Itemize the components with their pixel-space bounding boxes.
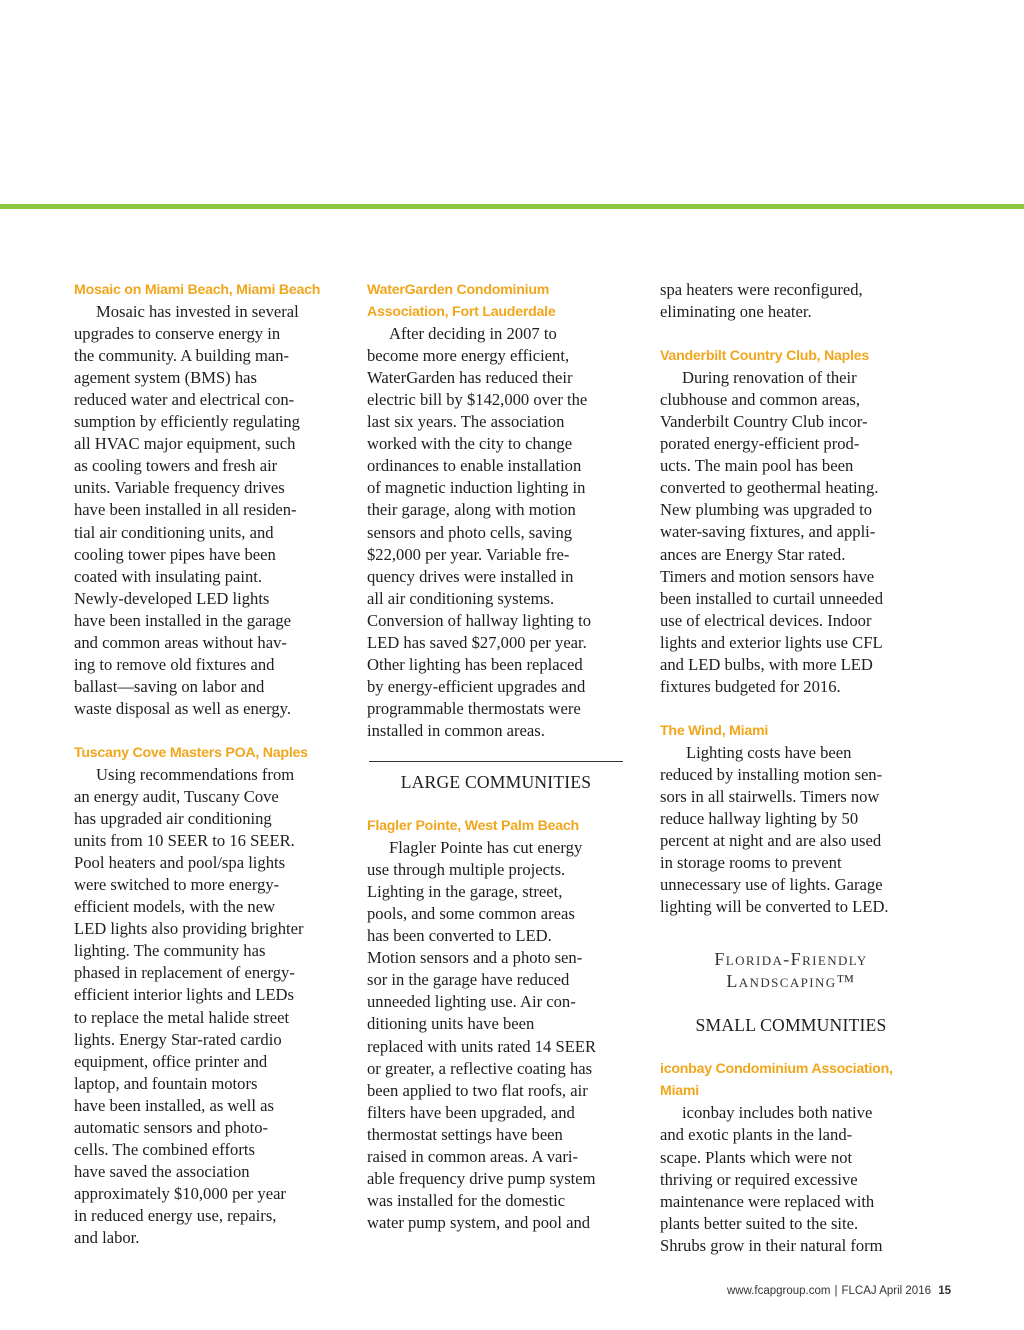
text-line: the community. A building man- (74, 346, 290, 366)
heading-line: WaterGarden Condominium (367, 282, 550, 298)
text-line: After deciding in 2007 to (389, 324, 557, 344)
section-heading (660, 1058, 922, 1102)
text-line: iconbay includes both native (682, 1103, 873, 1123)
footer-separator: | (834, 1285, 838, 1297)
top-green-rule (0, 204, 1024, 209)
heading-line: Tuscany Cove Masters POA, Naples (74, 744, 308, 761)
text-line: sors in all stairwells. Timers now (660, 786, 880, 806)
text-line: unneeded lighting use. Air con- (367, 992, 576, 1012)
section-body (660, 1102, 922, 1256)
text-line: LED has saved $27,000 per year. (367, 632, 587, 652)
text-line: plants better suited to the site. (660, 1213, 859, 1233)
text-line: water pump system, and pool and (367, 1212, 591, 1232)
text-line: During renovation of their (682, 368, 857, 388)
text-line: maintenance were replaced with (660, 1191, 875, 1211)
text-line: installed in common areas. (367, 720, 545, 740)
text-line: units. Variable frequency drives (74, 478, 285, 498)
text-line: ballast—saving on labor and (74, 676, 265, 696)
text-line: Newly-developed LED lights (74, 588, 270, 608)
text-line: ucts. The main pool has been (660, 456, 854, 476)
column-3 (660, 279, 922, 1257)
text-line: upgrades to conserve energy in (74, 324, 281, 344)
heading-line: Association, Fort Lauderdale (367, 304, 556, 321)
text-line: Pool heaters and pool/spa lights (74, 853, 286, 873)
text-line: been installed to curtail unneeded (660, 588, 884, 608)
text-line: and labor. (74, 1227, 140, 1247)
text-line: was installed for the domestic (367, 1190, 566, 1210)
text-line: as cooling towers and fresh air (74, 456, 278, 476)
text-line: were switched to more energy- (74, 875, 280, 895)
text-line: use through multiple projects. (367, 860, 566, 880)
text-line: reduce hallway lighting by 50 (660, 809, 859, 829)
text-line: thriving or required excessive (660, 1169, 858, 1189)
text-line: equipment, office printer and (74, 1051, 268, 1071)
small-communities-title: SMALL COMMUNITIES (695, 1015, 887, 1036)
heading-line: The Wind, Miami (660, 722, 769, 739)
text-line: eliminating one heater. (660, 302, 812, 322)
text-line: waste disposal as well as energy. (74, 698, 292, 718)
text-line: Shrubs grow in their natural form (660, 1235, 883, 1255)
text-line: pools, and some common areas (367, 904, 575, 924)
text-line: water-saving fixtures, and appli- (660, 522, 876, 542)
text-line: all HVAC major equipment, such (74, 434, 296, 454)
text-line: Timers and motion sensors have (660, 566, 875, 586)
continued-text (660, 279, 922, 323)
text-line: percent at night and are also used (660, 831, 882, 851)
text-line: ing to remove old fixtures and (74, 654, 275, 674)
section-heading (660, 345, 922, 367)
text-line: programmable thermostats were (367, 698, 581, 718)
text-line: Mosaic has invested in several (96, 302, 299, 322)
heading-line: Miami (660, 1083, 699, 1100)
text-line: Conversion of hallway lighting to (367, 610, 591, 630)
text-line: unnecessary use of lights. Garage (660, 875, 883, 895)
text-line: become more energy efficient, (367, 346, 570, 366)
text-line: filters have been upgraded, and (367, 1102, 575, 1122)
text-line: and LED bulbs, with more LED (660, 654, 873, 674)
heading-line: Flagler Pointe, West Palm Beach (367, 818, 579, 835)
section-divider (369, 761, 623, 762)
heading-line: Vanderbilt Country Club, Naples (660, 348, 870, 365)
section-the-wind (660, 720, 922, 918)
text-line: ditioning units have been (367, 1014, 535, 1034)
column-1 (74, 279, 336, 1249)
title-line: Landscaping™ (726, 971, 856, 992)
text-line: last six years. The association (367, 412, 565, 432)
text-line: of magnetic induction lighting in (367, 478, 586, 498)
text-line: coated with insulating paint. (74, 566, 263, 586)
text-line: has been converted to LED. (367, 926, 552, 946)
text-line: and common areas without hav- (74, 632, 287, 652)
text-line: cooling tower pipes have been (74, 544, 276, 564)
spacer (660, 1036, 922, 1058)
section-flagler-pointe (367, 815, 625, 1234)
text-line: have saved the association (74, 1161, 250, 1181)
text-line: worked with the city to change (367, 434, 573, 454)
text-line: approximately $10,000 per year (74, 1183, 286, 1203)
section-body (660, 742, 922, 918)
text-line: $22,000 per year. Variable fre- (367, 544, 570, 564)
spacer (660, 323, 922, 345)
text-line: electric bill by $142,000 over the (367, 390, 588, 410)
footer-journal: FLCAJ (841, 1285, 877, 1297)
section-body (367, 837, 625, 1234)
spacer (367, 793, 625, 815)
text-line: in storage rooms to prevent (660, 853, 842, 873)
text-line: Vanderbilt Country Club incor- (660, 412, 868, 432)
text-line: lights and exterior lights use CFL (660, 632, 883, 652)
text-line: efficient models, with the new (74, 897, 276, 917)
text-line: Other lighting has been replaced (367, 654, 583, 674)
text-line: scape. Plants which were not (660, 1147, 853, 1167)
text-line: sensors and photo cells, saving (367, 522, 573, 542)
text-line: have been installed in the garage (74, 610, 292, 630)
text-line: clubhouse and common areas, (660, 390, 860, 410)
text-line: lighting will be converted to LED. (660, 897, 889, 917)
text-line: sor in the garage have reduced (367, 970, 570, 990)
page-footer (620, 1285, 951, 1297)
text-line: and exotic plants in the land- (660, 1125, 853, 1145)
text-line: Lighting costs have been (686, 742, 852, 762)
text-line: thermostat settings have been (367, 1124, 563, 1144)
section-heading (367, 815, 625, 837)
section-heading (367, 279, 625, 323)
spacer (660, 698, 922, 720)
text-line: or greater, a reflective coating has (367, 1058, 593, 1078)
text-line: all air conditioning systems. (367, 588, 555, 608)
section-heading (74, 742, 336, 764)
text-line: lighting. The community has (74, 941, 266, 961)
text-line: has upgraded air conditioning (74, 809, 272, 829)
text-line: in reduced energy use, repairs, (74, 1205, 277, 1225)
text-line: reduced water and electrical con- (74, 390, 295, 410)
text-line: Using recommendations from (96, 764, 295, 784)
text-line: their garage, along with motion (367, 500, 576, 520)
text-line: automatic sensors and photo- (74, 1117, 269, 1137)
text-line: Motion sensors and a photo sen- (367, 948, 583, 968)
text-line: WaterGarden has reduced their (367, 368, 573, 388)
text-line: to replace the metal halide street (74, 1007, 290, 1027)
heading-line: iconbay Condominium Association, (660, 1061, 893, 1078)
title-line: Florida-Friendly (714, 949, 868, 970)
section-watergarden (367, 279, 625, 742)
text-line: fixtures budgeted for 2016. (660, 676, 841, 696)
section-mosaic (74, 279, 336, 720)
text-line: converted to geothermal heating. (660, 478, 879, 498)
section-body (74, 764, 336, 1249)
text-line: replaced with units rated 14 SEER (367, 1036, 597, 1056)
column-2 (367, 279, 625, 1234)
text-line: cells. The combined efforts (74, 1139, 255, 1159)
text-line: able frequency drive pump system (367, 1168, 596, 1188)
text-line: by energy-efficient upgrades and (367, 676, 586, 696)
section-heading (74, 279, 336, 301)
florida-friendly-title (660, 948, 922, 992)
text-line: an energy audit, Tuscany Cove (74, 787, 279, 807)
section-tuscany-cove (74, 742, 336, 1249)
text-line: have been installed, as well as (74, 1095, 274, 1115)
text-line: quency drives were installed in (367, 566, 574, 586)
text-line: units from 10 SEER to 16 SEER. (74, 831, 295, 851)
text-line: raised in common areas. A vari- (367, 1146, 579, 1166)
section-body (74, 301, 336, 720)
heading-line: Mosaic on Miami Beach, Miami Beach (74, 282, 321, 298)
page-number: 15 (938, 1285, 951, 1297)
text-line: agement system (BMS) has (74, 368, 257, 388)
text-line: lights. Energy Star-rated cardio (74, 1029, 282, 1049)
text-line: reduced by installing motion sen- (660, 764, 883, 784)
section-vanderbilt (660, 345, 922, 698)
text-line: New plumbing was upgraded to (660, 500, 872, 520)
text-line: sumption by efficiently regulating (74, 412, 300, 432)
section-body (660, 367, 922, 698)
footer-website: www.fcapgroup.com (726, 1285, 831, 1297)
section-body (367, 323, 625, 742)
text-line: efficient interior lights and LEDs (74, 985, 294, 1005)
section-heading (660, 720, 922, 742)
text-line: ordinances to enable installation (367, 456, 582, 476)
text-line: phased in replacement of energy- (74, 963, 295, 983)
text-line: been applied to two flat roofs, air (367, 1080, 588, 1100)
text-line: Lighting in the garage, street, (367, 882, 563, 902)
text-line: LED lights also providing brighter (74, 919, 304, 939)
section-iconbay (660, 1058, 922, 1256)
spacer (74, 720, 336, 742)
text-line: laptop, and fountain motors (74, 1073, 258, 1093)
text-line: Flagler Pointe has cut energy (389, 838, 583, 858)
text-line: spa heaters were reconfigured, (660, 280, 863, 299)
text-line: have been installed in all residen- (74, 500, 297, 520)
large-communities-title: LARGE COMMUNITIES (400, 771, 592, 792)
footer-date: April 2016 (879, 1285, 931, 1297)
text-line: use of electrical devices. Indoor (660, 610, 872, 630)
text-line: tial air conditioning units, and (74, 522, 274, 542)
text-line: ances are Energy Star rated. (660, 544, 846, 564)
text-line: porated energy-efficient prod- (660, 434, 860, 454)
